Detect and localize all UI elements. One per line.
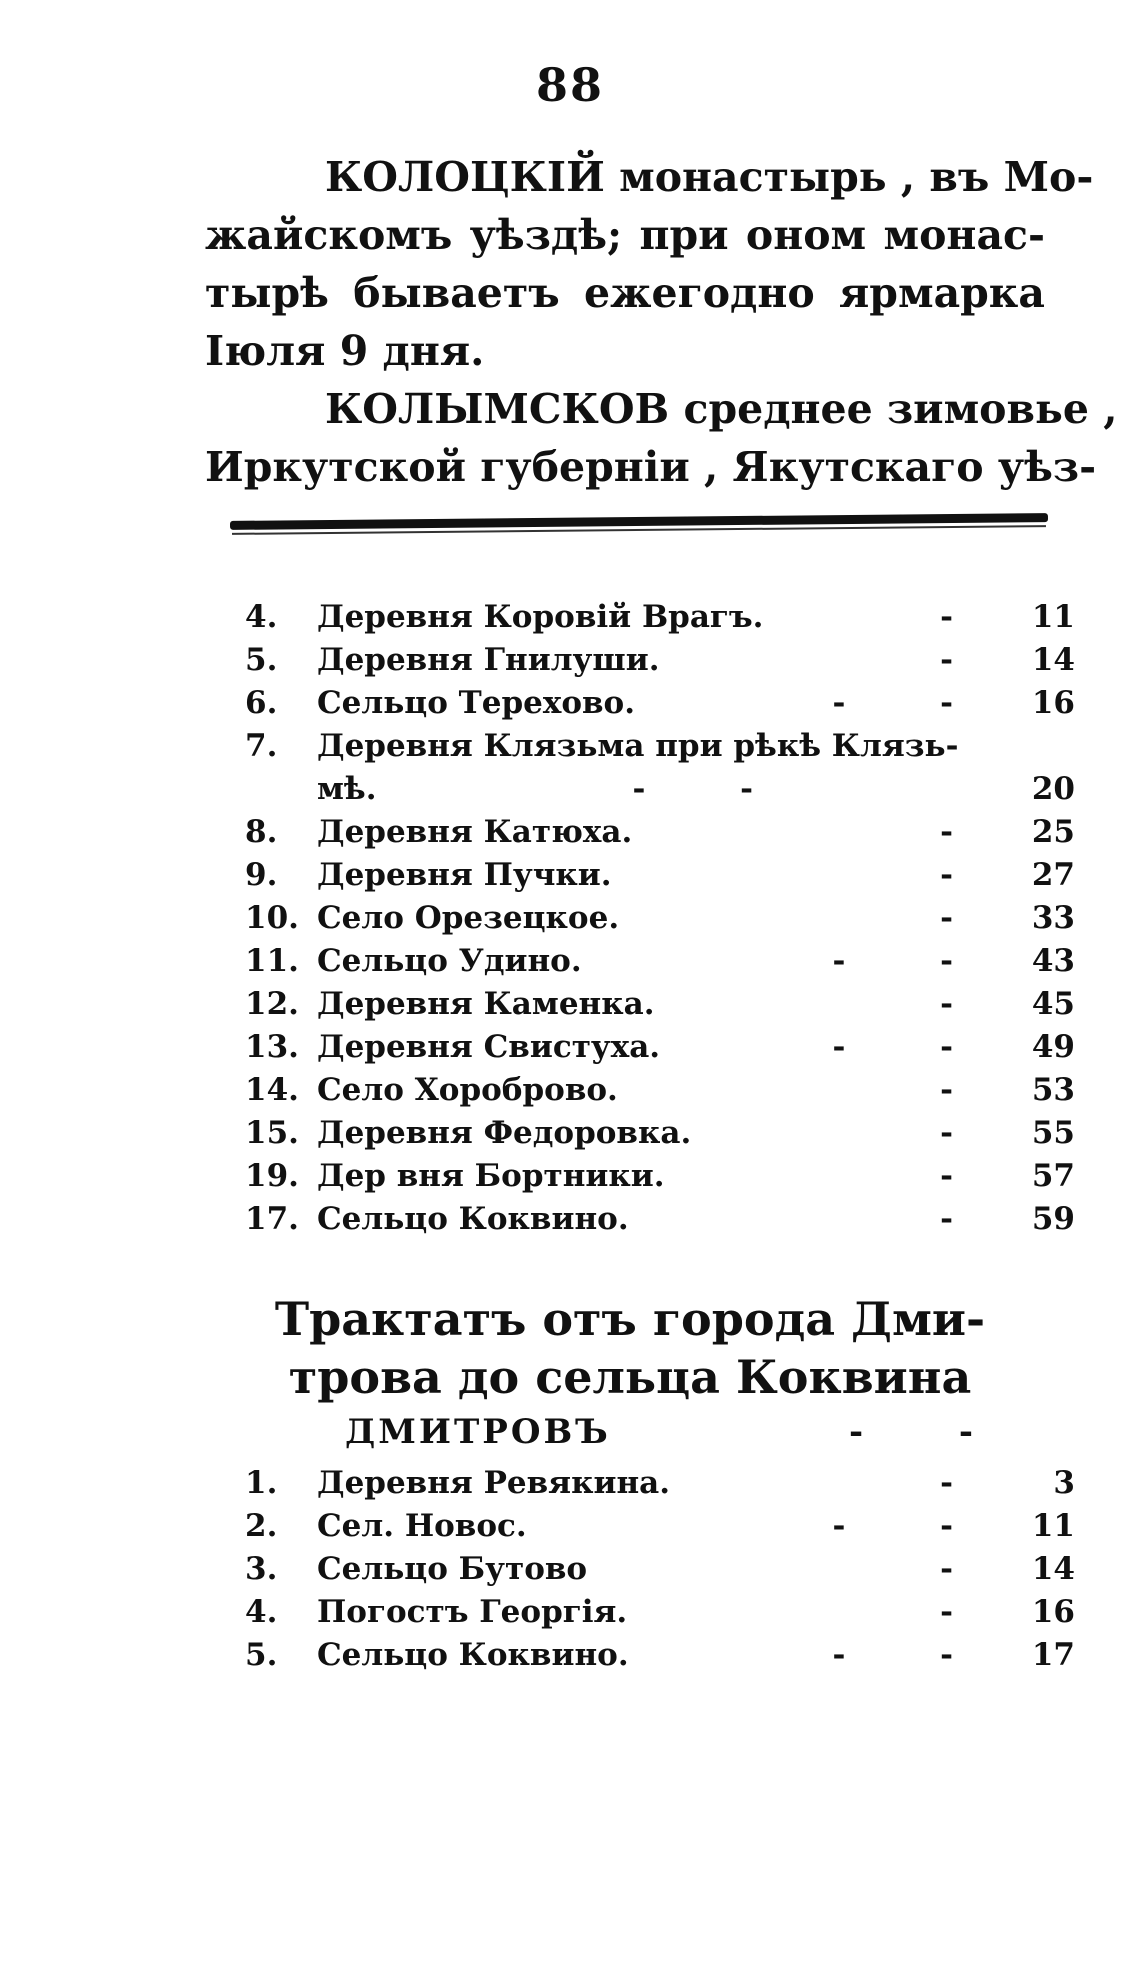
item-number: 6. — [245, 685, 278, 721]
list-item — [245, 1462, 1075, 1505]
list-item — [245, 1198, 1075, 1241]
distance-value: 17 — [1031, 1637, 1075, 1673]
entry-line: КОЛОЦКІЙ монастырь , въ Мо- — [325, 153, 1094, 201]
list-item — [245, 854, 1075, 897]
list-item — [245, 1026, 1075, 1069]
list-item — [245, 811, 1075, 854]
list-item — [245, 983, 1075, 1026]
item-number: 4. — [245, 1594, 278, 1630]
place-name: Деревня Клязьма при рѣкѣ Клязь-мѣ. — [317, 728, 959, 807]
place-name: Сел. Новос. — [317, 1508, 527, 1544]
list-item — [245, 940, 1075, 983]
distance-value: 53 — [1031, 1072, 1075, 1108]
list-item — [245, 1591, 1075, 1634]
item-number: 5. — [245, 642, 278, 678]
item-number: 5. — [245, 1637, 278, 1673]
leader-dots: - — [940, 1594, 995, 1630]
place-name: Сельцо Бутово — [317, 1551, 588, 1587]
leader-dots: - — [940, 1465, 995, 1501]
place-name: Деревня Гнилуши. — [317, 642, 660, 678]
entry-line: тырѣ бываетъ ежегодно ярмарка — [205, 269, 1045, 317]
route-list-1 — [245, 596, 1075, 1241]
distance-value: 43 — [1031, 943, 1075, 979]
list-item — [245, 1155, 1075, 1198]
item-number: 7. — [245, 728, 278, 764]
leader-dots: - - — [832, 1508, 995, 1544]
distance-value: 11 — [1031, 599, 1075, 635]
place-name: Сельцо Удино. — [317, 943, 582, 979]
distance-value: 49 — [1031, 1029, 1075, 1065]
list-item — [245, 1548, 1075, 1591]
distance-value: 20 — [1031, 771, 1075, 807]
heading-line: Трактатъ отъ города Дми- — [274, 1292, 986, 1346]
place-name: Сельцо Коквино. — [317, 1201, 629, 1237]
entry-kolymskov — [205, 380, 1118, 496]
place-name: Село Орезецкое. — [317, 900, 620, 936]
place-name: Село Хороброво. — [317, 1072, 618, 1108]
place-name: Деревня Пучки. — [317, 857, 612, 893]
distance-value: 33 — [1031, 900, 1075, 936]
list-item — [245, 1505, 1075, 1548]
place-name: Сельцо Коквино. — [317, 1637, 629, 1673]
item-number: 14. — [245, 1072, 299, 1108]
place-name: Деревня Каменка. — [317, 986, 655, 1022]
leader-dots: - — [940, 599, 995, 635]
distance-value: 16 — [1031, 1594, 1075, 1630]
heading-line: трова до сельца Коквина — [288, 1350, 972, 1404]
entry-line: Іюля 9 дня. — [205, 327, 485, 375]
place-name: Деревня Свистуха. — [317, 1029, 661, 1065]
leader-dots: - - — [832, 1637, 995, 1673]
list-item — [245, 725, 1075, 811]
entry-line: Иркутской губерніи , Якутскаго уѣз- — [205, 443, 1097, 491]
item-number: 13. — [245, 1029, 299, 1065]
leader-dots: - - — [832, 1029, 995, 1065]
distance-value: 16 — [1031, 685, 1075, 721]
item-number: 3. — [245, 1551, 278, 1587]
distance-value: 14 — [1031, 1551, 1075, 1587]
place-name: Сельцо Терехово. — [317, 685, 636, 721]
list-item — [245, 596, 1075, 639]
place-name: Деревня Коровій Врагъ. — [317, 599, 764, 635]
leader-dots: - - — [832, 943, 995, 979]
leader-dots: - — [940, 1115, 995, 1151]
item-number: 1. — [245, 1465, 278, 1501]
item-number: 17. — [245, 1201, 299, 1237]
leader-dots: - — [940, 642, 995, 678]
entry-kolotsky — [205, 148, 1094, 380]
leader-dots: - — [940, 814, 995, 850]
item-number: 2. — [245, 1508, 278, 1544]
distance-value: 45 — [1031, 986, 1075, 1022]
list-item — [245, 1112, 1075, 1155]
leader-dots: - — [940, 857, 995, 893]
list-item — [245, 1634, 1075, 1677]
item-number: 19. — [245, 1158, 299, 1194]
distance-value: 14 — [1031, 642, 1075, 678]
distance-value: 11 — [1031, 1508, 1075, 1544]
distance-value: 57 — [1031, 1158, 1075, 1194]
leader-dots: - — [940, 986, 995, 1022]
place-name: Деревня Федоровка. — [317, 1115, 692, 1151]
page-number: 88 — [535, 58, 604, 112]
item-number: 10. — [245, 900, 299, 936]
leader-dots: - — [940, 1072, 995, 1108]
leader-dots: - - — [632, 771, 795, 807]
start-town: ДМИТРОВЪ — [345, 1412, 611, 1452]
distance-value: 25 — [1031, 814, 1075, 850]
item-number: 8. — [245, 814, 278, 850]
leader-dots: - — [940, 1201, 995, 1237]
leader-dots: - - — [848, 1412, 1015, 1452]
route-list-2 — [245, 1462, 1075, 1677]
place-name: Дер вня Бортники. — [317, 1158, 665, 1194]
entry-line: КОЛЫМСКОВ среднее зимовье , — [325, 385, 1118, 433]
item-number: 12. — [245, 986, 299, 1022]
leader-dots: - — [940, 900, 995, 936]
distance-value: 55 — [1031, 1115, 1075, 1151]
leader-dots: - - — [832, 685, 995, 721]
leader-dots: - — [940, 1551, 995, 1587]
item-number: 11. — [245, 943, 299, 979]
route-start — [345, 1410, 1075, 1454]
distance-value: 59 — [1031, 1201, 1075, 1237]
item-number: 4. — [245, 599, 278, 635]
item-number: 9. — [245, 857, 278, 893]
distance-value: 27 — [1031, 857, 1075, 893]
list-item — [245, 639, 1075, 682]
distance-value: 3 — [1053, 1465, 1075, 1501]
list-item — [245, 897, 1075, 940]
leader-dots: - — [940, 1158, 995, 1194]
list-item — [245, 682, 1075, 725]
entry-line: жайскомъ уѣздѣ; при оном монас- — [205, 211, 1045, 259]
place-name: Деревня Катюха. — [317, 814, 633, 850]
route-heading — [260, 1290, 1000, 1406]
item-number: 15. — [245, 1115, 299, 1151]
list-item — [245, 1069, 1075, 1112]
place-name: Деревня Ревякина. — [317, 1465, 671, 1501]
place-name: Погостъ Георгія. — [317, 1594, 628, 1630]
